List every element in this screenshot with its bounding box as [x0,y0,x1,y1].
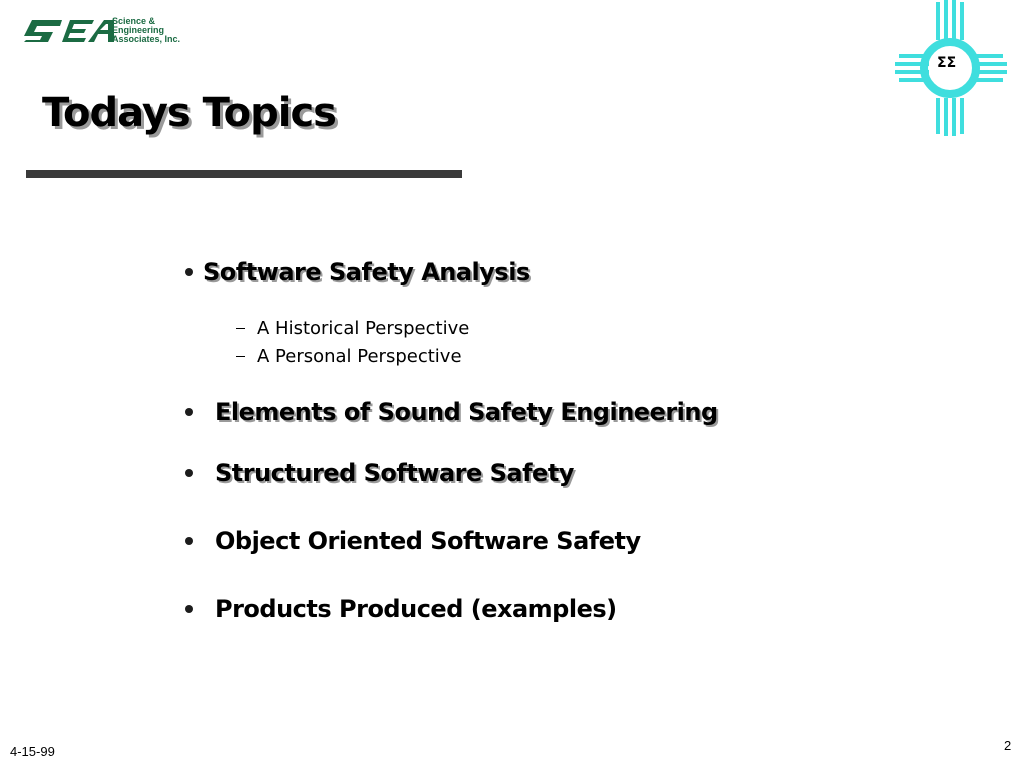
bullet-icon [185,537,193,545]
company-name-line1: Science & [112,16,156,26]
topic-item-4 [185,527,641,555]
bullet-icon [185,408,193,416]
topic-label: Structured Software Safety [215,459,574,487]
footer-date: 4-15-99 [10,744,55,759]
topic-item-2 [185,398,718,426]
subtopic-item-1 [236,318,469,339]
bullet-icon [185,268,193,276]
bullet-icon [185,605,193,613]
page-title: Todays Topics [42,90,336,136]
topic-label: Software Safety Analysis [203,258,530,286]
subtopic-item-2 [236,346,462,367]
subtopic-label: A Historical Perspective [257,318,470,339]
subtopic-label: A Personal Perspective [257,346,462,367]
topic-label: Products Produced (examples) [215,595,617,623]
topic-item-1 [185,258,530,286]
emblem-symbol: ΣΣ [937,55,957,71]
company-name-line3: Associates, Inc. [112,34,181,44]
zia-sun-sigma-icon [893,0,1011,138]
title-divider [26,170,462,178]
company-name-line2: Engineering [112,25,165,35]
topic-label: Elements of Sound Safety Engineering [215,398,718,426]
dash-icon [236,328,245,329]
topic-item-3 [185,459,574,487]
topic-label: Object Oriented Software Safety [215,527,641,555]
page-number: 2 [1004,738,1012,753]
dash-icon [236,356,245,357]
company-name [112,17,180,44]
topic-item-5 [185,595,617,623]
bullet-icon [185,469,193,477]
